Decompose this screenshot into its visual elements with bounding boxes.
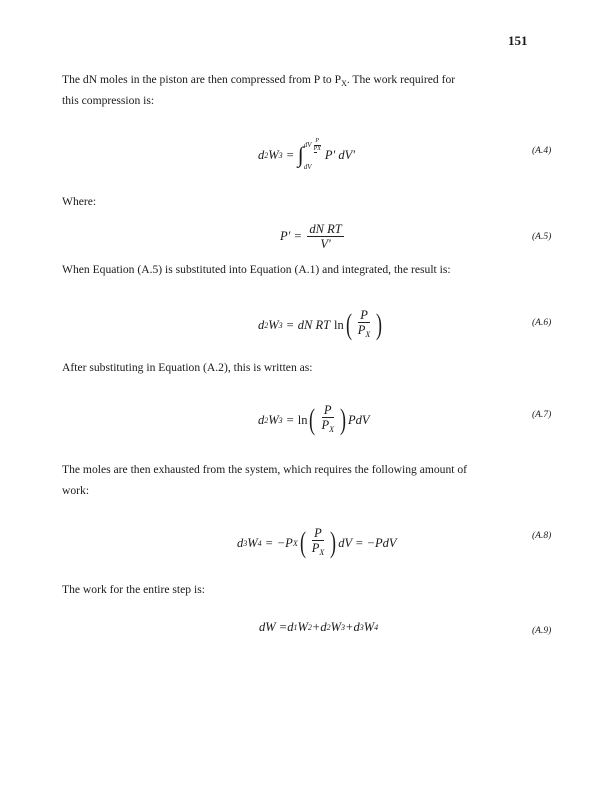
text: . The work required for — [346, 73, 456, 86]
paragraph-line: After substituting in Equation (A.2), this is written as: — [62, 361, 313, 374]
equation-number: (A.9) — [532, 626, 552, 636]
paragraph-line: When Equation (A.5) is substituted into Equation (A.1) and integrated, the result is: — [62, 263, 451, 276]
equation-a7: d 2 W 3 = ln ( $\frac{P}{P_X}$ ) PdV — [258, 403, 370, 436]
equation-number: (A.5) — [532, 232, 552, 242]
equation-number: (A.8) — [532, 531, 552, 541]
equation-number: (A.7) — [532, 410, 552, 420]
equation-a9: dW = d 1 W 2 +d 2 W 3 +d 3 W 4 — [259, 620, 379, 634]
page-number: 151 — [508, 33, 528, 48]
equation-number: (A.6) — [532, 318, 552, 328]
paragraph-line: this compression is: — [62, 94, 155, 107]
equation-number: (A.4) — [532, 146, 552, 156]
paragraph-line: The work for the entire step is: — [62, 583, 205, 596]
paragraph-line — [62, 73, 455, 88]
subscript: X — [341, 79, 347, 88]
equation-a4: d 2 W 3 = ∫ dV P PX dV P' dV' — [258, 138, 355, 171]
equation-a6: d 2 W 3 = dN RT ln ( $\frac{P}{P_X}$ ) — [258, 308, 383, 341]
paragraph-line: work: — [62, 484, 90, 497]
paragraph-line: Where: — [62, 195, 97, 208]
equation-a5: P' = $\frac{\text{dN RT}}{V'}$ — [280, 222, 342, 251]
paragraph-line: The moles are then exhausted from the system, which requires the following amount of — [62, 463, 468, 476]
text: The dN moles in the piston are then compressed from P to P — [62, 73, 342, 86]
equation-a8: d 3 W 4 = −P X ( $\frac{P}{P_X}$ ) dV = −PdV — [237, 526, 397, 559]
integral-sign: ∫ — [297, 142, 304, 167]
